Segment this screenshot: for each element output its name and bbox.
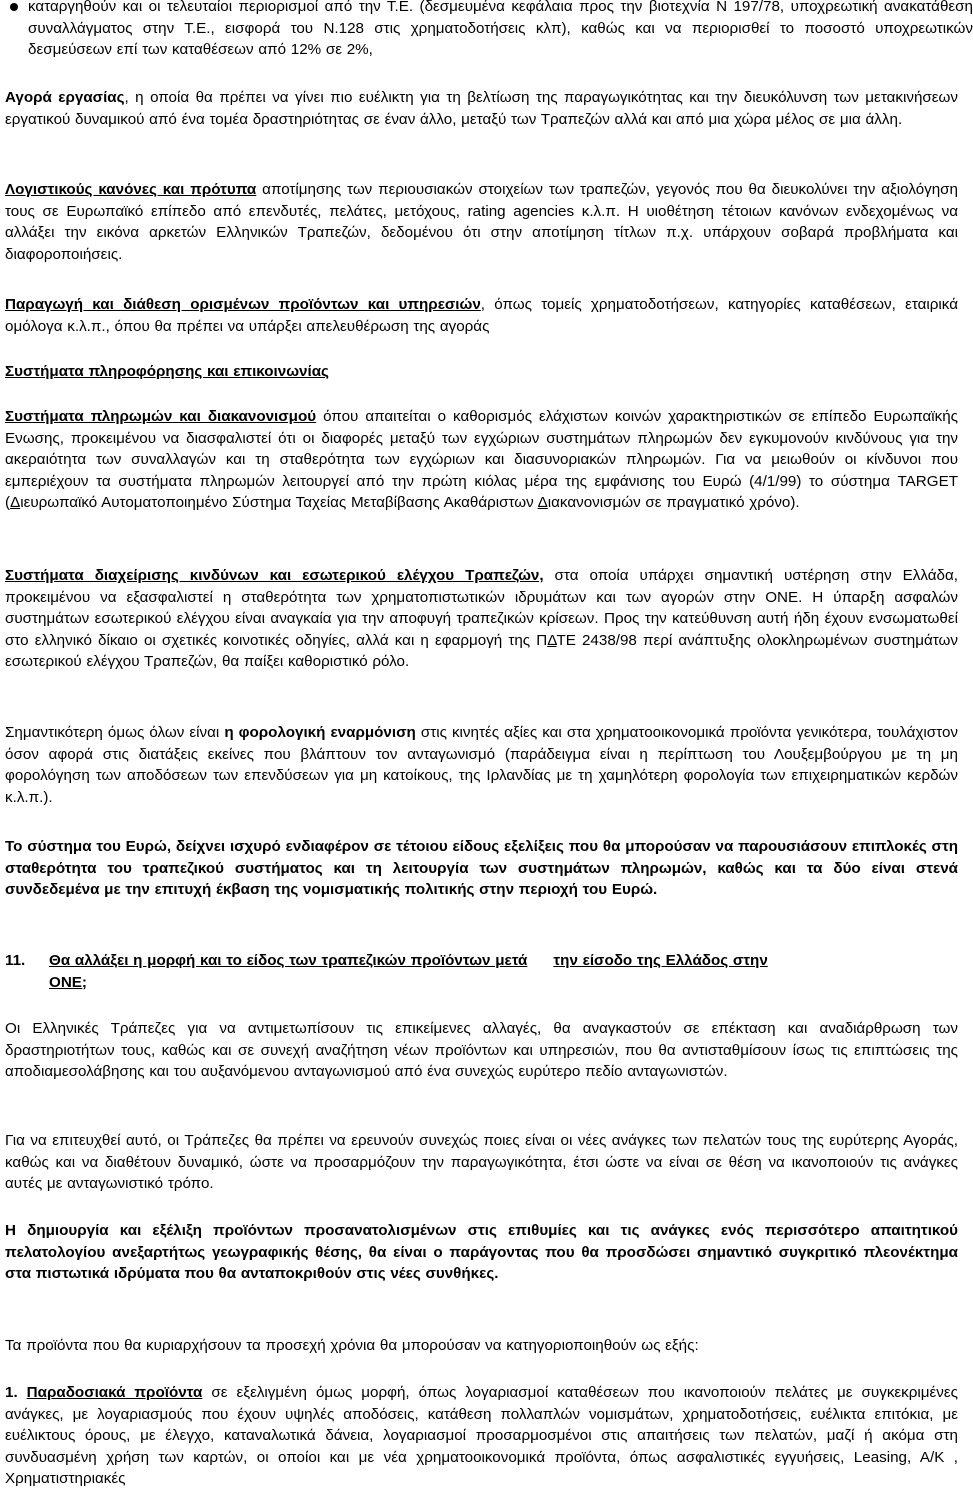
paragraph-labor-market [5, 87, 958, 130]
products-text: , όπως τομείς χρηματοδοτήσεων, κατηγορίες καταθέσεων, εταιρικά ομόλογα κ.λ.π., όπου θα πρέπει να υπάρξει απελευθέρωση της αγοράς [5, 296, 958, 335]
info-systems-heading: Συστήματα πληροφόρησης και επικοινωνίας [5, 363, 329, 380]
paragraph-info-systems [5, 361, 958, 383]
paragraph-tax-harmonisation [5, 722, 958, 808]
accounting-text: αποτίμησης των περιουσιακών στοιχείων των τραπεζών, γεγονός που θα διευκολύνει την αξιολόγηση τους σε Ευρωπαϊκό επίπεδο από επενδυτές, πελάτες, μετόχους, rating agencies κ.λ.π. Η υιοθέτηση τέτοιων κανόνων ενδεχομένως να αλλάξει την εικόνα αρκετών Ελληνικών Τραπεζών, δεδομένου ότι στην αποτίμηση τίτλων π.χ. υπάρχουν σοβαρά προβλήματα και διαφοροποιήσεις. [5, 181, 958, 263]
accounting-heading: Λογιστικούς κανόνες και πρότυπα [5, 181, 257, 198]
bullet-item-restrictions [5, 0, 973, 58]
payment-systems-heading: Συστήματα πληρωμών και διακανονισμού [5, 408, 317, 425]
tax-pre: Σημαντικότερη όμως όλων είναι [5, 724, 225, 741]
paragraph-risk-systems [5, 565, 958, 673]
section-11-number: 11. [5, 952, 26, 969]
paragraph-product-creation: Η δημιουργία και εξέλιξη προϊόντων προσανατολισμένων στις επιθυμίες και τις ανάγκες ενός περισσότερο απαιτητικού πελατολογίου ανεξαρτήτως γεωγραφικής θέσης, θα είναι ο παράγοντας που θα προσδώσει σημαντικό συγκριτικό πλεονέκτημα στα πιστωτικά ιδρύματα που θα ανταποκριθούν στις νέες συνθήκες. [5, 1222, 958, 1282]
tax-bold: η φορολογική εναρμόνιση [224, 724, 416, 741]
item-1-number: 1. [5, 1384, 18, 1401]
section-11-title-a: Θα αλλάξει η μορφή και το είδος των τραπεζικών προϊόντων μετά [49, 952, 528, 969]
products-heading: Παραγωγή και διάθεση ορισμένων προϊόντων και υπηρεσιών [5, 296, 481, 313]
payment-systems-delta-1: Δ [10, 494, 21, 511]
payment-systems-text: όπου απαιτείται ο καθορισμός ελάχιστων κοινών χαρακτηριστικών σε επίπεδο Ευρωπαϊκής Ενωσης, προκειμένου να διασφαλιστεί ότι οι διαφορές μεταξύ των εγχώριων συστημάτων πληρωμών δεν εγκυμονούν κινδύνους για την ακεραιότητα των συναλλαγών και τη σταθερότητα των εγχώριων και διασυνοριακών πληρωμών. Για να μειωθούν οι κίνδυνοι που εμπεριέχουν τα συστήματα πληρωμών λειτουργεί από την πρώτη κιόλας μέρα της εμφάνισης του Ευρώ (4/1/99) το σύστημα TARGET ( [5, 408, 959, 511]
tax-text: στις κινητές αξίες και στα χρηματοοικονομικά προϊόντα γενικότερα, τουλάχιστον όσον αφορά στις διατάξεις εκείνες που βλάπτουν τον ανταγωνισμό (παράδειγμα είναι η περίπτωση του Λουξεμβούργου με τη μη φορολόγηση των αποδόσεων των επενδύσεων για μη κατοίκους, της Ιρλανδίας με τη χαμηλότερη φορολογία των επιχειρηματικών κερδών κ.λ.π.). [5, 724, 958, 806]
section-11-title-c: ΟΝΕ; [49, 973, 87, 991]
payment-systems-delta-2: Δ [537, 494, 548, 511]
risk-systems-delta: Δ [547, 631, 557, 649]
bullet-text: καταργηθούν και οι τελευταίοι περιορισμοί από την Τ.Ε. (δεσμευμένα κεφάλαια προς την βιοτεχνία Ν 197/78, υποχρεωτική ανακατάθεση συναλλάγματος στην Τ.Ε., εισφορά του Ν.128 στις χρηματοδοτήσεις κλπ), καθώς και να περιορισθεί το ποσοστό υποχρεωτικών δεσμεύσεων επί των καταθέσεων από 12% σε 2%, [28, 0, 973, 58]
paragraph-achieve: Για να επιτευχθεί αυτό, οι Τράπεζες θα πρέπει να ερευνούν συνεχώς ποιες είναι οι νέες ανάγκες των πελατών τους της ευρύτερης Αγοράς, καθώς και να διαθέτουν δυναμικό, ώστε να προσαρμόζουν την παραγωγικότητα, έτσι ώστε να είναι σε θέση να ικανοποιούν τις ανάγκες αυτές με ανταγωνιστικό τρόπο. [5, 1132, 958, 1192]
list-item-traditional-products [5, 1382, 958, 1487]
paragraph-payment-systems [5, 406, 958, 514]
labor-market-text: , η οποία θα πρέπει να γίνει πιο ευέλικτη για τη βελτίωση της παραγωγικότητας και την διευκόλυνση των μετακινήσεων εργατικού δυναμικού από ένα τομέα δραστηριότητας σε έναν άλλο, μεταξύ των Τραπεζών αλλά και από μια χώρα μέλος σε μια άλλη. [5, 89, 958, 128]
payment-systems-mid: ιευρωπαϊκό Αυτοματοποιημένο Σύστημα Ταχείας Μεταβίβασης Ακαθάριστων [20, 494, 538, 511]
paragraph-categories-intro: Τα προϊόντα που θα κυριαρχήσουν τα προσεχή χρόνια θα μπορούσαν να κατηγοριοποιηθούν ως εξής: [5, 1337, 699, 1354]
paragraph-accounting-rules [5, 179, 958, 265]
section-11-title-b: την είσοδο της Ελλάδος στην [553, 952, 768, 969]
payment-systems-tail: ιακανονισμών σε πραγματικό χρόνο). [547, 494, 800, 511]
item-1-text: σε εξελιγμένη όμως μορφή, όπως λογαριασμοί καταθέσεων που ικανοποιούν πελάτες με συγκεκριμένες ανάγκες, με λογαριασμούς που έχουν υψηλές αποδόσεις, κατάθεση πολλαπλών νομισμάτων, χρηματοδοτήσεις, ευέλικτα επιτόκια, με ευέλικτους όρους, με έλεγχο, καταναλωτικά δάνεια, λογαριασμοί προσαρμοσμένοι στις απαιτήσεις των πελατών, μαζί ή ακόμα στη συνδυασμένη χρήση των καρτών, οι οποίοι και με νέα χρηματοοικονομικά προϊόντα, όπως ασφαλιστικές εγγυήσεις, Leasing, A/K , Χρηματιστηριακές [5, 1384, 958, 1487]
section-11-heading [5, 950, 958, 993]
labor-market-heading: Αγορά εργασίας [5, 89, 125, 106]
paragraph-products [5, 294, 958, 337]
risk-systems-text: στα οποία υπάρχει σημαντική υστέρηση στην Ελλάδα, προκειμένου να εξασφαλιστεί η σταθερότητα των χρηματοπιστωτικών ιδρυμάτων και των αγορών στην ΟΝΕ. Η ύπαρξη ασφαλών συστημάτων εσωτερικού ελέγχου είναι αναγκαία για την αποφυγή τραπεζικών κρίσεων. Προς την κατεύθυνση αυτή ήδη έχουν ενσωματωθεί στο ελληνικό δίκαιο οι σχετικές κοινοτικές οδηγίες, αλλά και η εφαρμογή της Π [5, 567, 958, 649]
risk-systems-heading: Συστήματα διαχείρισης κινδύνων και εσωτερικού ελέγχου Τραπεζών, [5, 567, 544, 584]
paragraph-greek-banks: Οι Ελληνικές Τράπεζες για να αντιμετωπίσουν τις επικείμενες αλλαγές, θα αναγκαστούν σε επέκταση και αναδιάρθρωση των δραστηριοτήτων τους, καθώς και σε συνεχή αναζήτηση νέων προϊόντων και υπηρεσιών, που θα αντισταθμίσουν ίσως τις επιπτώσεις της αποδιαμεσολάβησης και του αυξανόμενου ανταγωνισμού από ένα συνεχώς ευρύτερο πεδίο ανταγωνιστών. [5, 1020, 958, 1080]
item-1-heading: Παραδοσιακά προϊόντα [26, 1384, 203, 1401]
risk-systems-tail: ΤΕ 2438/98 περί ανάπτυξης ολοκληρωμένων συστημάτων εσωτερικού ελέγχου Τραπεζών, θα παίξει καθοριστικό ρόλο. [5, 631, 958, 670]
paragraph-euro-system: Το σύστημα του Ευρώ, δείχνει ισχυρό ενδιαφέρον σε τέτοιου είδους εξελίξεις που θα μπορούσαν να παρουσιάσουν επιπλοκές στη σταθερότητα του τραπεζικού συστήματος και τη λειτουργία των συστημάτων πληρωμών, καθώς και τα δύο είναι στενά συνδεδεμένα με την επιτυχή έκβαση της νομισματικής πολιτικής στην περιοχή του Ευρώ. [5, 838, 958, 898]
